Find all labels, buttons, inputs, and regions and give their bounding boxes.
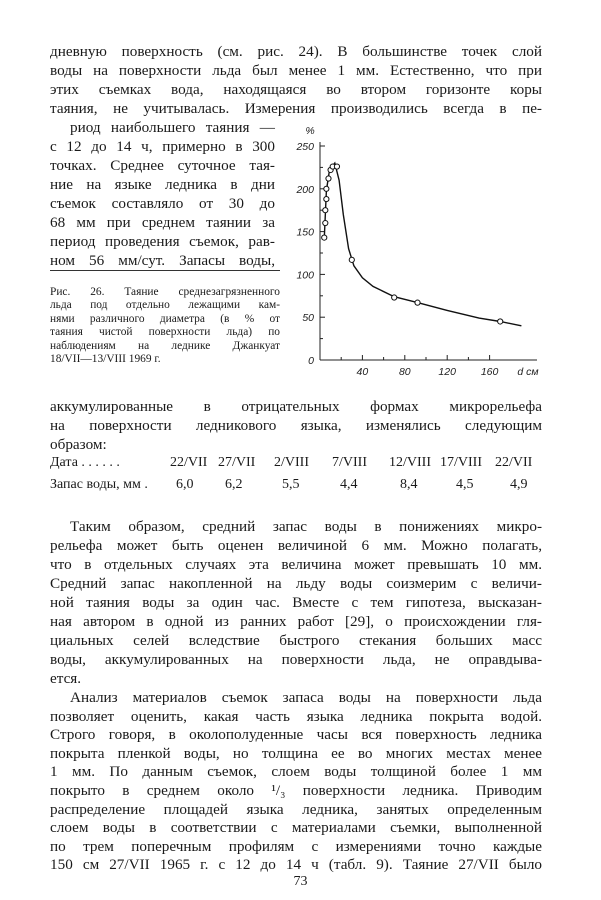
y-axis-label: % xyxy=(305,125,315,137)
text-line: ние на языке ледника в дни xyxy=(50,176,275,193)
text-line: образом: xyxy=(50,436,107,453)
text-line: этих съемках вода, находящаяся во втором горизонте коры xyxy=(50,81,542,98)
text-line: воды на поверхности льда был менее 1 мм. Естественно, что при xyxy=(50,62,542,79)
series-line xyxy=(324,163,521,326)
table-date: 17/VIII xyxy=(440,455,482,470)
caption-divider xyxy=(50,270,280,271)
text-line: что в отдельных случаях эта величина может превышать 10 мм. xyxy=(50,556,542,573)
melt-chart xyxy=(282,118,547,390)
x-axis-label: d см xyxy=(517,366,539,378)
data-point xyxy=(323,208,328,213)
table-value: 6,2 xyxy=(225,477,243,492)
chart-ticks xyxy=(295,125,538,378)
table-value: 4,9 xyxy=(510,477,528,492)
data-point xyxy=(349,257,354,262)
text-line: риод наибольшего таяния — xyxy=(70,119,275,136)
text-line: дневную поверхность (см. рис. 24). В большинстве точек слой xyxy=(50,43,542,60)
text-line: таяния, не учитывалась. Измерения производились всегда в пе- xyxy=(50,100,542,117)
data-point xyxy=(324,196,329,201)
text-line: воды, аккумулированных на поверхности льда, не оправдыва- xyxy=(50,651,542,668)
data-point xyxy=(498,319,503,324)
text-line: Строго говоря, в околополуденные часы вся поверхность ледника xyxy=(50,726,542,744)
data-point xyxy=(322,235,327,240)
text-line: съемок составляло от 30 до xyxy=(50,195,275,212)
table-date: 22/VII xyxy=(495,455,533,470)
text-line: позволяет оценить, какая часть языка ледника покрыта водой. xyxy=(50,707,542,725)
caption-line: 18/VII—13/VIII 1969 г. xyxy=(50,353,161,365)
y-tick-label: 200 xyxy=(296,183,314,196)
caption-line: льда под отдельно лежащими кам- xyxy=(50,299,280,311)
text-line: по трем поперечным профилям с измерениями точно каждые xyxy=(50,837,542,855)
text-line: период проведения съемок, рав- xyxy=(50,233,275,250)
x-tick-label: 40 xyxy=(356,366,369,378)
text-line: покрыта пленкой воды, но толщина ее во многих местах менее xyxy=(50,744,542,762)
caption-line: Рис. 26. Таяние среднезагрязненного xyxy=(50,286,280,298)
text-line: с 12 до 14 ч, примерно в 300 xyxy=(50,138,275,155)
text-line: ная автором в одной из ранних работ [29], о происхождении гля- xyxy=(50,613,542,630)
text-line: 150 см 27/VII 1965 г. с 12 до 14 ч (табл. 9). Таяние 27/VII было xyxy=(50,856,542,874)
text-line: слоем воды в соответствии с материалами съемки, выполненной xyxy=(50,819,542,837)
table-value: 4,5 xyxy=(456,477,474,492)
data-point xyxy=(392,295,397,300)
table-date: 7/VIII xyxy=(332,455,367,470)
table-row-label: Дата . . . . . . xyxy=(50,455,120,470)
x-tick-label: 160 xyxy=(480,366,499,378)
y-tick-label: 100 xyxy=(296,269,314,282)
text-line: покрыто в среднем около ¹/₃ поверхности ледника. Приводим xyxy=(50,782,542,799)
x-tick-label: 120 xyxy=(438,366,456,378)
chart-axes xyxy=(320,142,537,360)
text-line: Средний запас накопленной на льду воды соизмерим с величи- xyxy=(50,575,542,592)
x-tick-label: 80 xyxy=(398,366,411,378)
text-line: рельефа может быть оценен величиной 6 мм. Можно полагать, xyxy=(50,537,542,554)
data-point xyxy=(415,300,420,305)
data-point xyxy=(323,220,328,225)
data-point xyxy=(326,176,331,181)
table-date: 22/VII xyxy=(170,455,208,470)
table-value: 8,4 xyxy=(400,477,418,492)
text-line: аккумулированные в отрицательных формах микрорельефа xyxy=(50,398,542,415)
caption-line: таяния чистой поверхности льда) по xyxy=(50,326,280,338)
text-line: ется. xyxy=(50,670,82,687)
chart-points xyxy=(322,164,503,324)
text-line: ной таяния воды за один час. Вместе с тем гипотеза, высказан- xyxy=(50,594,542,611)
page-number: 73 xyxy=(293,874,308,889)
text-line: Анализ материалов съемок запаса воды на поверхности льда xyxy=(70,689,542,706)
table-value: 6,0 xyxy=(176,477,194,492)
table-value: 5,5 xyxy=(282,477,300,492)
y-tick-label: 0 xyxy=(308,355,314,367)
table-date: 27/VII xyxy=(218,455,256,470)
caption-line: наблюдениям на леднике Джанкуат xyxy=(50,340,280,352)
chart-curve xyxy=(324,163,521,326)
text-line: 68 мм при среднем таянии за xyxy=(50,214,275,231)
table-value: 4,4 xyxy=(340,477,358,492)
text-line: на поверхности ледникового языка, изменялись следующим xyxy=(50,417,542,434)
text-line: точках. Среднее суточное тая- xyxy=(50,157,275,174)
text-line: Таким образом, средний запас воды в понижениях микро- xyxy=(70,518,542,535)
text-line: распределение площадей языка ледника, занятых определенным xyxy=(50,800,542,818)
data-point xyxy=(334,164,339,169)
y-tick-label: 150 xyxy=(296,226,314,239)
caption-line: нями различного диаметра (в % от xyxy=(50,313,280,325)
table-date: 2/VIII xyxy=(274,455,309,470)
text-line: циальных селей вследствие быстрого стекания больших масс xyxy=(50,632,542,649)
y-tick-label: 50 xyxy=(302,312,314,325)
data-point xyxy=(324,186,329,191)
table-date: 12/VIII xyxy=(389,455,431,470)
table-row-label: Запас воды, мм . xyxy=(50,477,148,492)
text-line: ном 56 мм/сут. Запасы воды, xyxy=(50,252,275,269)
y-tick-label: 250 xyxy=(296,141,314,153)
text-line: 1 мм. По данным съемок, слоем воды толщиной более 1 мм xyxy=(50,763,542,781)
